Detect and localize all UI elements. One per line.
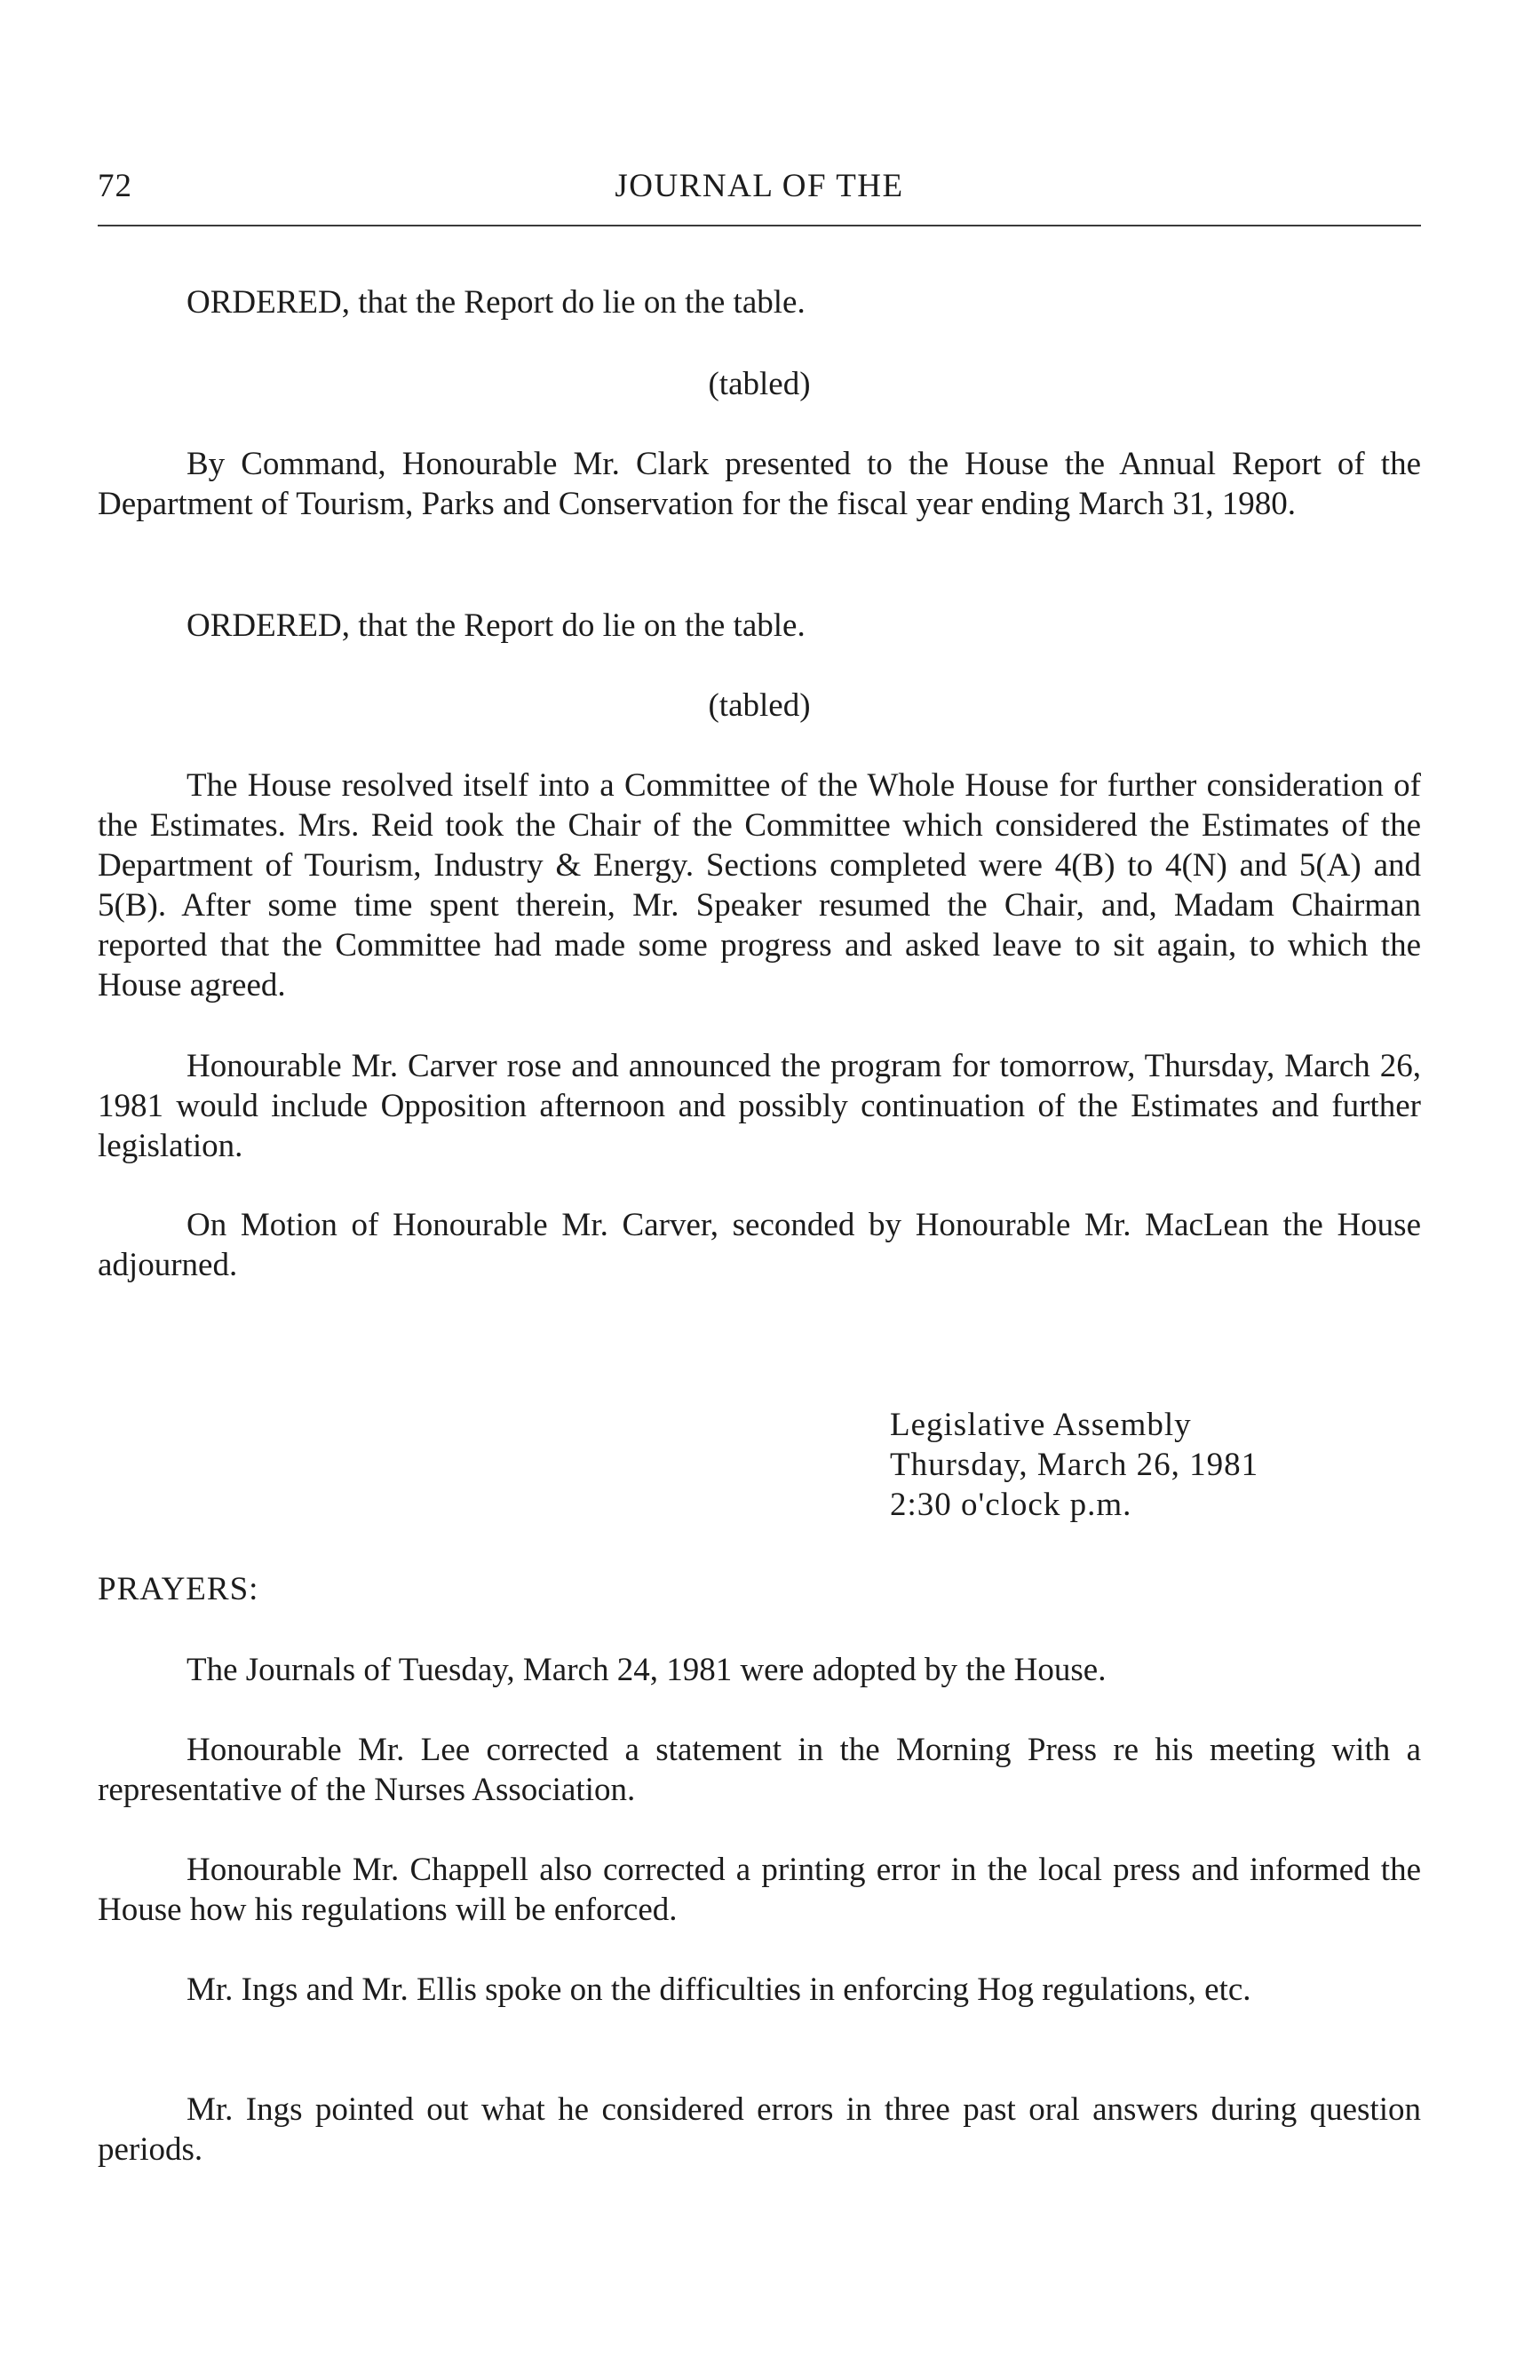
page-header [98,167,1421,220]
annual-report-paragraph: By Command, Honourable Mr. Clark presented to the House the Annual Report of the Department of Tourism, Parks and Conservation for the fiscal year ending March 31, 1980. [98,446,1421,522]
chappell-correction-paragraph: Honourable Mr. Chappell also corrected a printing error in the local press and informed the House how his regulations will be enforced. [98,1852,1421,1928]
program-paragraph: Honourable Mr. Carver rose and announced the program for tomorrow, Thursday, March 26, 1981 would include Opposition afternoon and possibly continuation of the Estimates and further legislation. [98,1048,1421,1164]
tabled-note-1: (tabled) [708,366,811,402]
header-rule [98,225,1421,226]
ordered-paragraph-2: ORDERED, that the Report do lie on the table. [187,607,806,644]
prayers-heading: PRAYERS: [98,1571,259,1607]
lee-correction-paragraph: Honourable Mr. Lee corrected a statement in the Morning Press re his meeting with a representative of the Nurses Association. [98,1732,1421,1808]
sitting-date: Thursday, March 26, 1981 [890,1447,1259,1483]
sitting-assembly: Legislative Assembly [890,1407,1192,1443]
ordered-paragraph-1: ORDERED, that the Report do lie on the table. [187,284,806,321]
adjournment-paragraph: On Motion of Honourable Mr. Carver, seconded by Honourable Mr. MacLean the House adjourned. [98,1207,1421,1283]
sitting-heading [890,1405,1258,1525]
committee-paragraph: The House resolved itself into a Committee of the Whole House for further consideration of the Estimates. Mrs. Reid took the Chair of the Committee which considered the Estimates of the Department of Tourism, Industry & Energy. Sections completed were 4(B) to 4(N) and 5(A) and 5(B). After some time spent therein, Mr. Speaker resumed the Chair, and, Madam Chairman reported that the Committee had made some progress and asked leave to sit again, to which the House agreed. [98,767,1421,1004]
journals-adopted-paragraph: The Journals of Tuesday, March 24, 1981 were adopted by the House. [187,1652,1107,1688]
oral-answers-paragraph: Mr. Ings pointed out what he considered errors in three past oral answers during question periods. [98,2091,1421,2168]
page-number: 72 [98,168,132,204]
sitting-time: 2:30 o'clock p.m. [890,1487,1132,1523]
running-head: JOURNAL OF THE [615,168,904,204]
hog-regulations-paragraph: Mr. Ings and Mr. Ellis spoke on the difficulties in enforcing Hog regulations, etc. [187,1971,1251,2008]
tabled-note-2: (tabled) [708,687,811,724]
